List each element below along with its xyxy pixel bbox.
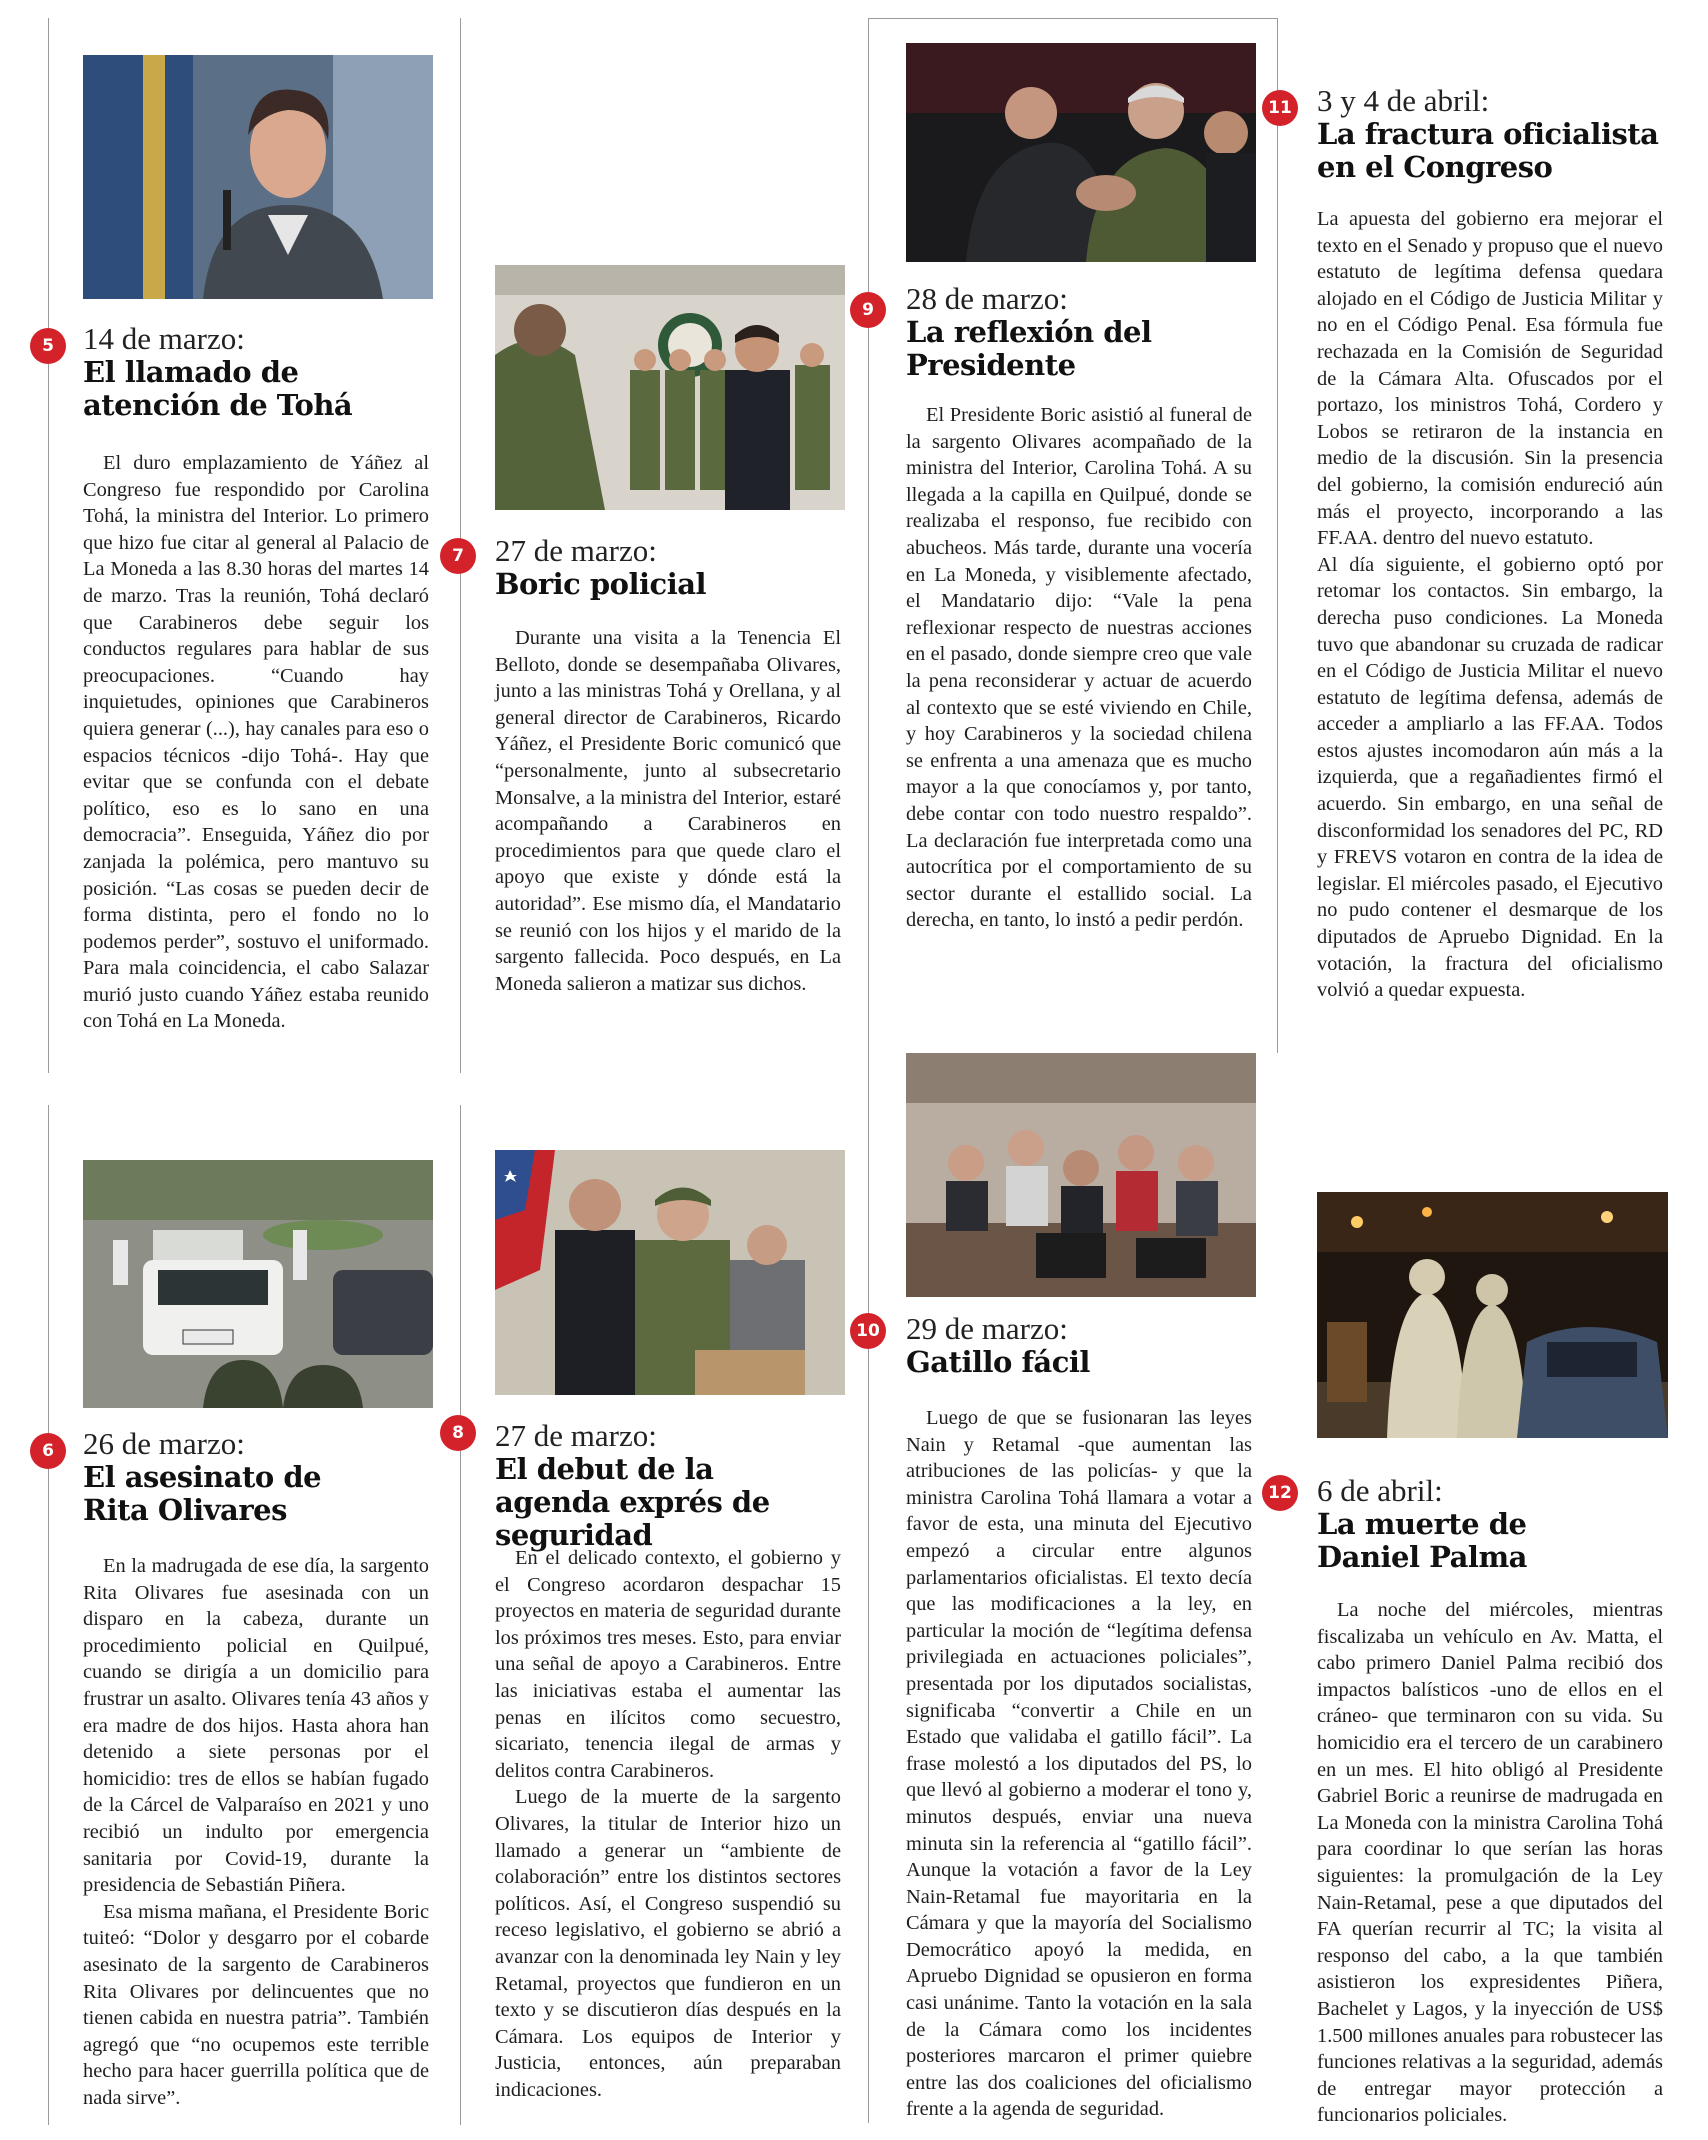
column-rule [48, 1105, 49, 2125]
photo-podium [495, 1150, 845, 1395]
entry-paragraph: La apuesta del gobierno era mejorar el texto en el Senado y propuso que el nuevo estatuto de legítima defensa quedara alojado en el Código de Justicia Militar y no en el Código Penal. Esa fórmula fue rechazada en la Comisión de Seguridad de la Cámara Alta. Ofuscados por el portazo, los ministros Tohá, Cordero y Lobos se retiraron de la instancia en medio de la discusión. Sin la presencia del gobierno, la comisión endureció aún más el proyecto, incorporando a las FF.AA. dentro del nuevo estatuto. [1317, 208, 1663, 550]
entry-paragraph: Esa misma mañana, el Presidente Boric tuiteó: “Dolor y desgarro por el cobarde asesinato de la sargento de Carabineros Rita Olivares por delincuentes que no tienen cabida en nuestra patria”. También agregó que “no ocupemos este terrible hecho para hacer guerrilla política que de nada sirve”. [83, 1900, 429, 2109]
entry-paragraph: Luego de que se fusionaran las leyes Nain y Retamal -que aumentan las atribuciones de las policías- y que la ministra Carolina Tohá llamara a votar a favor de esta, una minuta del Ejecutivo empezó a circular entre algunos parlamentarios oficialistas. El texto decía que las modificaciones a la ley, en particular la moción de “legítima defensa privilegiada en actuaciones policiales”, presentada por los diputados socialistas, significaba “convertir a Chile en un Estado que validaba el gatillo fácil”. La frase molestó a los diputados del PS, lo que llevó al gobierno a moderar el tono y, minutos después, enviar una nueva minuta sin la referencia al “gatillo fácil”. Aunque la votación a favor de la Ley Nain-Retamal fue mayoritaria en la Cámara y que la mayoría del Socialismo Democrático apoyó la medida, en Apruebo Dignidad se opusieron en forma casi unánime. Tanto la votación en la sala de la Cámara como los incidentes posteriores marcaron el primer quiebre entre las dos coaliciones del oficialismo frente a la agenda de seguridad. [906, 1407, 1252, 2121]
entry-paragraph: Durante una visita a la Tenencia El Belloto, donde se desempañaba Olivares, junto a las ministras Tohá y Orellana, y al general director de Carabineros, Ricardo Yáñez, el Presidente Boric comunicó que “personalmente, junto al subsecretario Monsalve, a la ministra del Interior, estaré acompañando a Carabineros en procedimientos para que quede claro el apoyo que existe y dónde está la autoridad”. Ese mismo día, el Mandatario se reunió con los hijos y el marido de la sargento fallecida. Poco después, en La Moneda salieron a matizar sus dichos. [495, 627, 841, 995]
entry-title: El llamado de atención de Tohá [83, 355, 353, 422]
photo-crime-scene [83, 1160, 433, 1408]
entry-title: La muerte de Daniel Palma [1317, 1507, 1527, 1574]
badge-9: 9 [850, 292, 886, 328]
entry-paragraph: La noche del miércoles, mientras fiscalizaba un vehículo en Av. Matta, el cabo primero Daniel Palma recibió dos impactos balísticos -uno de ellos en el cráneo- que terminaron con su vida. Su homicidio era el tercero de un carabinero en un mes. El hito obligó al Presidente Gabriel Boric a reunirse de madrugada en La Moneda con la ministra Carolina Tohá para coordinar lo que serían las horas siguientes: la promulgación de la Ley Nain-Retamal, pese a que diputados del FA querían recurrir al TC; la visita al responso del cabo, a la que también asistieron los expresidentes Piñera, Bachelet y Lagos, y la inyección de US$ 1.500 millones anuales para robustecer las funciones relativas a la seguridad, además de entregar mayor protección a funcionarios policiales. [1317, 1599, 1663, 2127]
badge-12: 12 [1262, 1475, 1298, 1511]
entry-body-7 [495, 625, 841, 997]
entry-heading-8 [495, 1419, 855, 1552]
entry-heading-6 [83, 1427, 443, 1527]
photo-funeral-image [906, 43, 1256, 262]
entry-paragraph: El duro emplazamiento de Yáñez al Congreso fue respondido por Carolina Tohá, la ministra del Interior. Lo primero que hizo fue citar al general al Palacio de La Moneda a las 8.30 horas del martes 14 de marzo. Tras la reunión, Tohá declaró que Carabineros debe seguir los conductos regulares para hablar de sus preocupaciones. “Cuando hay inquietudes, opiniones que Carabineros quiera generar (...), hay canales para eso o espacios técnicos -dijo Tohá-. Hay que evitar que se confunda con el debate político, eso es lo sano en una democracia”. Enseguida, Yáñez dio por zanjada la polémica, pero mantuvo su posición. “Las cosas se pueden decir de forma distinta, pero el fondo no lo podemos perder”, sostuvo el uniformado. Para mala coincidencia, el cabo Salazar murió justo cuando Yáñez estaba reunido con Tohá en La Moneda. [83, 452, 429, 1033]
badge-11: 11 [1262, 90, 1298, 126]
photo-chamber [906, 1053, 1256, 1297]
photo-boric-carabineros [495, 265, 845, 510]
entry-title: El debut de la agenda exprés de seguridad [495, 1452, 770, 1552]
photo-funeral [906, 43, 1256, 262]
entry-body-5 [83, 450, 429, 1035]
photo-toha-image [83, 55, 433, 299]
badge-6: 6 [30, 1433, 66, 1469]
entry-paragraph: Al día siguiente, el gobierno optó por retomar los contactos. Sin embargo, la derecha puso condiciones. La Moneda tuvo que abandonar su cruzada de radicar en el Código de Justicia Militar el nuevo estatuto de legítima defensa, además de acceder a ampliarlo a las FF.AA. Todos estos ajustes incomodaron aún más a la izquierda, que a regañadientes firmó el acuerdo. Sin embargo, en una señal de disconformidad los senadores del PC, RD y FREVS votaron en contra de la idea de legislar. El miércoles pasado, el Ejecutivo no pudo contener el desmarque de los diputados de Apruebo Dignidad. En la votación, la fractura del oficialismo volvió a quedar expuesta. [1317, 553, 1663, 1002]
entry-body-8 [495, 1545, 841, 2103]
photo-night-scene-image [1317, 1192, 1668, 1438]
entry-body-10 [906, 1405, 1252, 2123]
entry-date: 29 de marzo: [906, 1311, 1068, 1346]
entry-date: 27 de marzo: [495, 533, 657, 568]
column-frame [868, 18, 1277, 19]
entry-title: Gatillo fácil [906, 1345, 1090, 1379]
entry-date: 6 de abril: [1317, 1473, 1443, 1508]
badge-10: 10 [850, 1313, 886, 1349]
column-frame [1277, 18, 1278, 1053]
entry-heading-5 [83, 322, 443, 422]
badge-7: 7 [440, 538, 476, 574]
photo-chamber-image [906, 1053, 1256, 1297]
entry-heading-12 [1317, 1474, 1677, 1574]
entry-date: 27 de marzo: [495, 1418, 657, 1453]
entry-title: La fractura oficialista en el Congreso [1317, 117, 1659, 184]
entry-heading-11 [1317, 84, 1677, 184]
badge-5: 5 [30, 328, 66, 364]
badge-8: 8 [440, 1415, 476, 1451]
entry-date: 26 de marzo: [83, 1426, 245, 1461]
entry-body-11 [1317, 206, 1663, 1004]
entry-paragraph: En el delicado contexto, el gobierno y el Congreso acordaron despachar 15 proyectos en materia de seguridad durante los próximos tres meses. Esto, para enviar una señal de apoyo a Carabineros. Entre las iniciativas estaba el aumentar las penas en ilícitos como secuestro, sicariato, tenencia ilegal de armas y delitos contra Carabineros. [495, 1547, 841, 1782]
entry-body-12 [1317, 1597, 1663, 2129]
entry-title: La reflexión del Presidente [906, 315, 1152, 382]
entry-body-9 [906, 402, 1252, 934]
entry-title: Boric policial [495, 567, 707, 601]
entry-date: 28 de marzo: [906, 281, 1068, 316]
column-rule [460, 1105, 461, 2125]
photo-boric-carabineros-image [495, 265, 845, 510]
column-rule [48, 18, 49, 1073]
photo-crime-scene-image [83, 1160, 433, 1408]
photo-podium-image [495, 1150, 845, 1395]
entry-paragraph: En la madrugada de ese día, la sargento Rita Olivares fue asesinada con un disparo en la cabeza, durante un procedimiento policial en Quilpué, cuando se dirigía a un domicilio para frustrar un asalto. Olivares tenía 43 años y era madre de dos hijos. Hasta ahora han detenido a siete personas por el homicidio: tres de ellos se habían fugado de la Cárcel de Valparaíso en 2021 y uno recibió un indulto por emergencia sanitaria por Covid-19, durante la presidencia de Sebastián Piñera. [83, 1555, 429, 1897]
entry-heading-9 [906, 282, 1266, 382]
entry-paragraph: Luego de la muerte de la sargento Olivares, la titular de Interior hizo un llamado a generar un “ambiente de colaboración” entre los distintos sectores políticos. Así, el Congreso suspendió su receso legislativo, el gobierno se abrió a avanzar con la denominada ley Nain y ley Retamal, proyectos que fundieron en un texto y se discutieron días después en la Cámara. Los equipos de Interior y Justicia, entonces, aún preparaban indicaciones. [495, 1786, 841, 2101]
entry-body-6 [83, 1553, 429, 2111]
entry-date: 14 de marzo: [83, 321, 245, 356]
entry-heading-7 [495, 534, 855, 601]
entry-heading-10 [906, 1312, 1266, 1379]
entry-paragraph: El Presidente Boric asistió al funeral de la sargento Olivares acompañado de la ministra del Interior, Carolina Tohá. A su llegada a la capilla en Quilpué, donde se realizaba el responso, fue recibido con abucheos. Más tarde, durante una vocería en La Moneda, y visiblemente afectado, el Mandatario dijo: “Vale la pena reflexionar respecto de nuestras acciones en el pasado, donde siempre creo que vale la pena reconsiderar y actuar de acuerdo al contexto que se esté viviendo en Chile, y hoy Carabineros y la sociedad chilena se enfrenta a una amenaza que es mucho mayor a la que conocíamos y, por tanto, debe contar con todo nuestro respaldo”. La declaración fue interpretada como una autocrítica por el comportamiento de su sector durante el estallido social. La derecha, en tanto, lo instó a pedir perdón. [906, 404, 1252, 932]
entry-title: El asesinato de Rita Olivares [83, 1460, 322, 1527]
entry-date: 3 y 4 de abril: [1317, 83, 1490, 118]
column-frame [868, 18, 869, 2123]
photo-toha [83, 55, 433, 299]
photo-night-scene [1317, 1192, 1668, 1438]
